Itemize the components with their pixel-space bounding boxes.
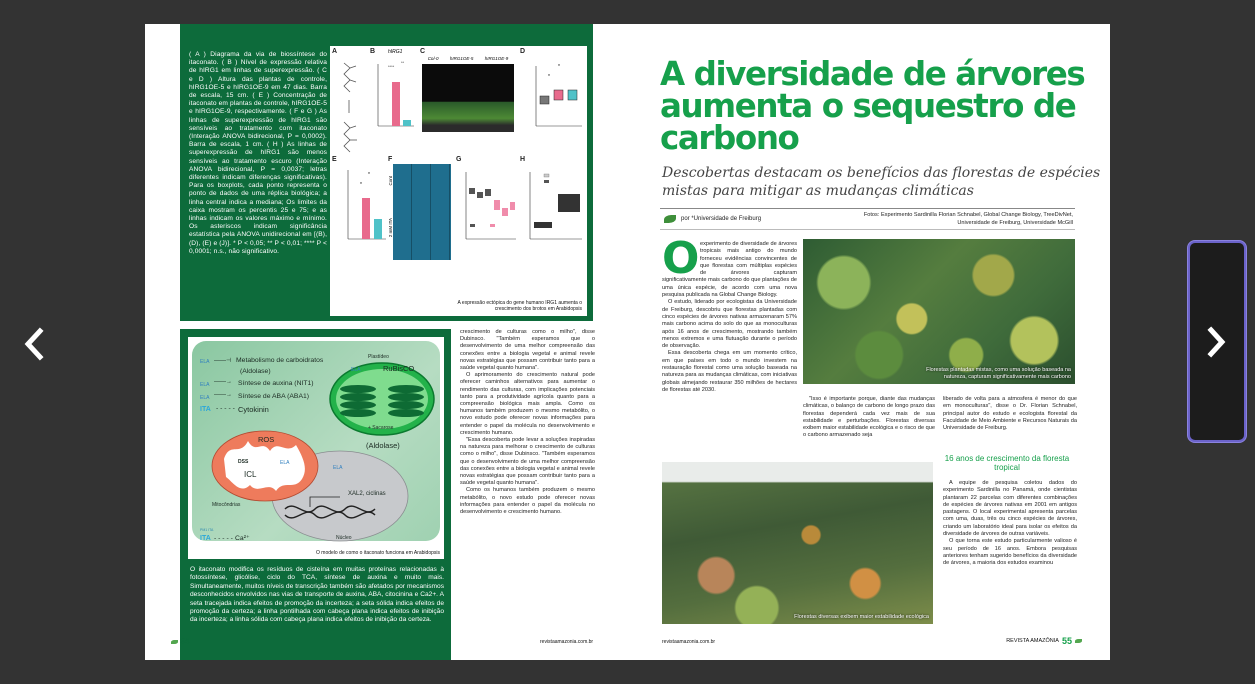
diagram-nucleo: Núcleo — [336, 535, 352, 541]
chevron-left-icon — [23, 327, 45, 361]
article-subhead: Descobertas destacam os benefícios das florestas de espécies mistas para mitigar as mudanças climáticas — [662, 165, 1101, 199]
paragraph: Essa descoberta chega em um momento crítico, em que países em todo o mundo investem na restauração florestal como uma solução baseada na natureza para as mudanças climáticas, com iniciativas globais almejando restaurar 350 milhões de hectares de florestas até 2030. — [662, 350, 797, 393]
right-page-footer — [1006, 636, 1082, 646]
figure-panels — [330, 46, 587, 316]
svg-text:*: * — [558, 64, 560, 70]
svg-text:**: ** — [401, 60, 405, 65]
itaconate-model-diagram: ELA ——⊣ Metabolismo de carboidratos (Aldolase) ELA ——→ Síntese de auxina (NIT1) ELA ——→ Síntese de ABA (ABA1) ITA - - - - - Cytokinin Plastídeo ELA RuBisCO + Sacarose (Aldolase) ELA XAL2, ciclinas Núcleo ROS DSS ELA ICL Mitocôndrias PM1 ITA ITA - - - - - Ca²⁺ O modelo de como o itaconato funciona em Arabidopsis — [188, 337, 444, 559]
panel-c-label: C — [420, 48, 426, 55]
diagram-icl: ICL — [244, 470, 257, 479]
panel-b-title: hIRG1 — [388, 49, 403, 55]
drop-cap: O — [662, 233, 700, 284]
body-column-3b — [943, 480, 1077, 568]
panel-f-row-cont: Cont — [388, 176, 393, 186]
expression-bar-chart — [366, 56, 416, 136]
article-headline: A diversidade de árvores aumenta o sequestro de carbono — [660, 55, 1085, 157]
diagram-metabolismo: Metabolismo de carboidratos — [236, 357, 324, 364]
photo-credit: Fotos: Experimento Sardinilla Florian Schnabel, Global Change Biology, TreeDivNet, Universidade de Freiburg, Universidade McGill — [863, 212, 1073, 226]
right-page-number: 55 — [1061, 636, 1072, 646]
paragraph: "Essa descoberta pode levar a soluções inspiradas na natureza para melhorar o crescimento de culturas como o milho", disse Dubinsco. "Também esperamos que o desenvolvimento de uma melhor compreensão das conexões entre a biologia vegetal e animal revele novas estratégias que possam contribuir tanto para a saúde vegetal quanto humana". — [460, 437, 595, 487]
panel-c-columns: Col-0 hIRG1OE-5 hIRG1OE-9 — [427, 56, 509, 61]
root-photo — [393, 164, 451, 260]
byline-bar — [660, 208, 1075, 230]
diagram-cytokinin: Cytokinin — [238, 405, 269, 414]
svg-text:*: * — [548, 74, 550, 80]
hypocotyl-scatterplot — [522, 164, 584, 254]
diagram-sacarose: + Sacarose — [368, 425, 394, 431]
panel-d-label: D — [520, 48, 526, 55]
root-length-boxplot — [458, 164, 518, 254]
magazine-name: REVISTA AMAZÔNIA — [1006, 638, 1059, 644]
body-column-3 — [943, 396, 1077, 432]
leaf-icon — [664, 215, 676, 223]
left-page-url: revistaamazonia.com.br — [540, 639, 594, 645]
diagram-plastideo: Plastídeo — [368, 354, 389, 360]
diagram-rubisco: RuBisCO — [383, 364, 415, 373]
leaf-icon — [171, 640, 178, 644]
paragraph: liberado de volta para a atmosfera é menor do que em monoculturas", disse o Dr. Florian Schnabel, principal autor do estudo e ecologista florestal da Faculdade de Meio Ambiente e Recursos Naturais da Universidade de Freiburg. — [943, 396, 1077, 432]
figure-box — [180, 24, 593, 321]
paragraph: O que torna este estudo particularmente valioso é seu período de 16 anos. Embora pesquisas anteriores tenham sugerido benefícios da diversidade de árvores, a maioria dos estudos examinou — [943, 538, 1077, 567]
paragraph: crescimento de culturas como o milho", disse Dubinsco. "Também esperamos que o desenvolvimento de uma melhor compreensão das conexões entre a biologia vegetal e animal revele novas estratégias que possam contribuir tanto para a saúde vegetal quanto humana". — [460, 329, 595, 372]
diagram-credit: O modelo de como o itaconato funciona em Arabidopsis — [316, 550, 440, 556]
diagram-auxina: Síntese de auxina (NIT1) — [238, 380, 314, 387]
subsection-title: 16 anos de crescimento da floresta tropical — [944, 454, 1070, 472]
chevron-right-icon — [1207, 325, 1227, 359]
chemical-structure-icon — [336, 58, 362, 158]
paragraph: O estudo, liderado por ecologistas da Universidade de Freiburg, descobriu que florestas plantadas com cinco espécies de árvores nativas armazenaram 57% mais carbono acima do solo do que as monoculturas após 16 anos de crescimento, mostrando também menos extremos e uma flutuação durante o período de observação. — [662, 299, 797, 350]
figure-credit: A expressão ectópica do gene humano IRG1 aumenta o crescimento dos brotos em Arabidopsis — [457, 300, 582, 312]
left-body-column — [460, 329, 595, 516]
panel-b-label: B — [370, 48, 376, 55]
panel-a-label: A — [332, 48, 338, 55]
height-boxplot — [526, 56, 584, 136]
svg-text:****: **** — [388, 64, 395, 69]
magazine-spread — [145, 24, 1110, 660]
paragraph: experimento de diversidade de árvores tropicais mais antigo do mundo forneceu evidências convincentes de que florestas com múltiplas espécies de árvores capturam significativamente mais carbono do que plantações de uma única espécie, de acordo com uma nova pesquisa publicada na Global Change Biology. — [662, 241, 797, 299]
body-column-1 — [662, 233, 797, 394]
diagram-aldolase: (Aldolase) — [366, 441, 400, 450]
left-page-footer — [171, 637, 189, 646]
paragraph: "Isso é importante porque, diante das mudanças climáticas, o balanço de carbono de longo prazo das florestas dependerá cada vez mais de sua estabilidade e perturbações. Florestas diversas exibem maior estabilidade ecológica e o risco de que o carbono armazenado seja — [803, 396, 935, 439]
panel-g-label: G — [456, 156, 462, 163]
previous-page-button[interactable] — [14, 316, 54, 372]
diagram-caption: O itaconato modifica os resíduos de cisteína em muitas proteínas relacionadas à fotossíntese, glicólise, ciclo do TCA, síntese de auxina e muito mais. Simultaneamente, muitos níveis de transcrição também são afetados por mecanismos desconhecidos envolvidos nas vias de transporte de auxina, ABA, citocinina e Ca2+. A seta tracejada indica efeitos de promoção da incerteza; a seta sólida indica efeitos de promoção da certeza; a linha pontilhada com cabeça plana indica efeitos de inibição da incerteza; a linha sólida com cabeça plana indica efeitos de inibição da certeza. — [190, 566, 444, 624]
plant-photo — [422, 64, 514, 132]
leaf-icon — [1075, 639, 1082, 643]
paragraph: Como os humanos também produzem o mesmo metabólito, o novo estudo pode oferecer novas informações para entender o papel da molécula no desenvolvimento e crescimento humano. — [460, 487, 595, 516]
mixed-forest-aerial-photo — [803, 239, 1075, 384]
diagram-mitocondrias: Mitocôndrias — [212, 502, 241, 508]
panel-f-row-ita: 2 mM ITA — [388, 218, 393, 238]
right-page — [645, 24, 1110, 660]
svg-text:*: * — [368, 172, 370, 178]
panel-f-label: F — [388, 156, 393, 163]
svg-text:*: * — [360, 182, 362, 188]
diagram-box — [180, 329, 451, 660]
panel-e-label: E — [332, 156, 337, 163]
left-page-number: 54 — [180, 637, 190, 646]
byline-text: por *Universidade de Freiburg — [681, 216, 762, 222]
itaconate-bar-chart — [338, 164, 388, 254]
diverse-forest-photo — [662, 462, 933, 624]
diagram-xal2: XAL2, ciclinas — [348, 491, 386, 497]
body-column-2 — [803, 396, 935, 440]
panel-h-label: H — [520, 156, 526, 163]
diagram-ros: ROS — [258, 435, 275, 444]
diagram-aba: Síntese de ABA (ABA1) — [238, 393, 310, 400]
photo-caption: Florestas diversas exibem maior estabilidade ecológica — [794, 613, 929, 620]
photo-caption: Florestas plantadas mistas, como uma solução baseada na natureza, capturam significativamente mais carbono — [926, 367, 1071, 380]
paragraph: A equipe de pesquisa coletou dados do experimento Sardinilla no Panamá, onde cientistas plantaram 22 parcelas com diferentes combinações de espécies de árvores nativas em 2001 em antigos pastagens. O local experimental apresenta parcelas com uma, duas, três ou cinco espécies de árvores, criando um laboratório ideal para isolar os efeitos da diversidade de árvores de outras variáveis. — [943, 480, 1077, 538]
left-page — [145, 24, 610, 660]
next-page-button[interactable] — [1188, 241, 1246, 442]
right-page-url: revistaamazonia.com.br — [662, 639, 716, 645]
paragraph: O aprimoramento do crescimento natural pode oferecer caminhos alternativos para aumentar o rendimento das culturas, com implicações potenciais tanto para a produtividade agrícola quanto para a compreensão biológica mais ampla. Como os humanos também produzem o mesmo metabólito, o novo estudo pode oferecer novas informações para entender o papel da molécula no desenvolvimento e crescimento humano. — [460, 372, 595, 436]
figure-caption: ( A ) Diagrama da via de biossíntese do itaconato. ( B ) Nível de expressão relativa de hIRG1 em linhas de superexpressão. ( C e D ) Altura das plantas de controle, hIRG1OE-5 e hIRG1OE-9 em 47 dias. Barra de escala, 15 cm. ( E ) Concentração de itaconato em plantas de controle, hIRG1OE-5 e hIRG1OE-9, respectivamente. ( F e G ) As linhas de superexpressão de hIRG1 são sensíveis ao tratamento com itaconato (Interação ANOVA bidirecional, P = 0,0002). Barra de escala, 1 cm. ( H ) As linhas de superexpressão de hIRG1 são menos sensíveis ao tratamento escuro (Interação ANOVA bidirecional, P = 0,0037; letras diferentes indicam diferenças significativas). Para os boxplots, cada ponto representa o ponto de dados de uma réplica biológica; a linha central indica a mediana; Os limites da caixa mostram os percentis 25 e 75; e as linhas indicam os valores máximo e mínimo. Os asteriscos indicam significância estatística pela ANOVA unidirecional em [(B), (D), (E) e (J)]. * P < 0,05; ** P < 0,01; **** P < 0,0001; n.s., não significativo. — [189, 51, 327, 255]
